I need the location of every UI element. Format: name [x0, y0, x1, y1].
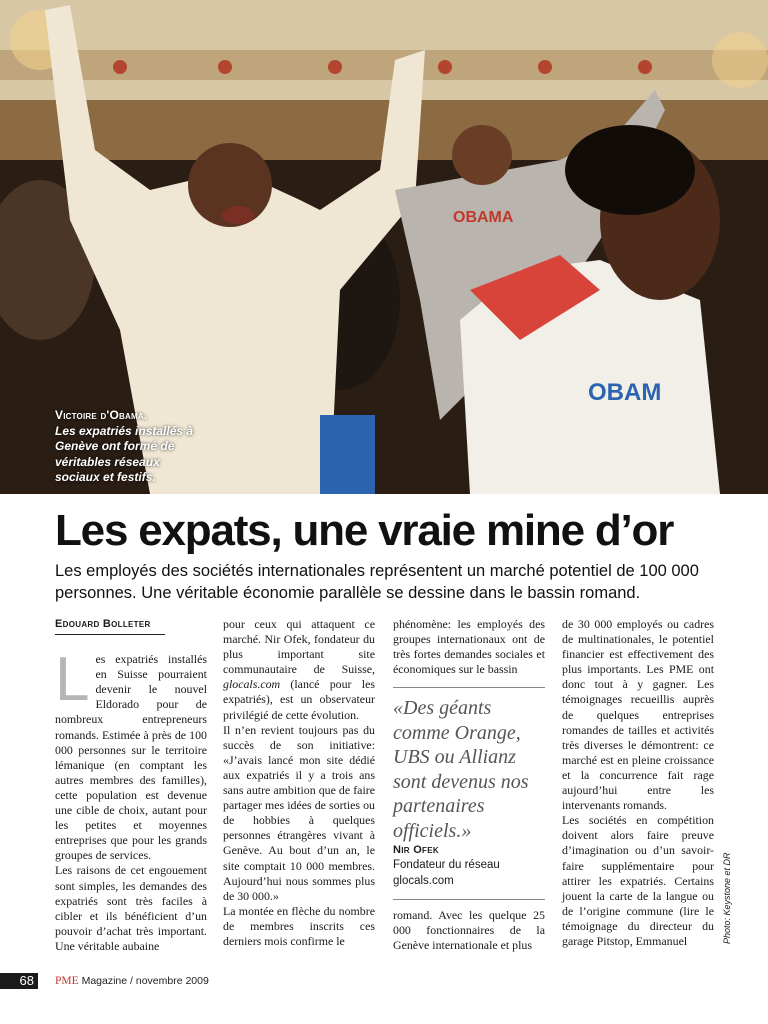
pull-quote-role: Fondateur du réseau glocals.com — [393, 859, 500, 887]
page-number: 68 — [0, 973, 38, 989]
column-4 — [562, 617, 714, 949]
author-byline: Edouard Bolleter — [55, 617, 165, 635]
article-headline: Les expats, une vraie mine d’or — [55, 506, 674, 555]
paragraph — [55, 645, 207, 863]
shirt-text-obam: OBAM — [588, 379, 662, 406]
divider — [393, 899, 545, 900]
magazine-brand: PME — [55, 975, 79, 987]
article-subtitle: Les employés des sociétés internationales représentent un marché potentiel de 100 000 personnes. Une véritable économie parallèle se dessine dans le bassin romand. — [55, 562, 699, 602]
paragraph: Il n’en revient toujours pas du succès de son initiative: «J’avais lancé mon site dédié aux expatriés il y a trois ans sans autre ambition que de faire partager mes idées de sorties ou de hobbies à quelques personnes étrangères vivant à Genève. Au bout d’un an, le site comptait 10 000 membres. Aujourd’hui nous sommes plus de 30 000.» — [223, 722, 375, 903]
shirt-text-obama: OBAMA — [453, 209, 514, 226]
paragraph — [223, 617, 375, 723]
paragraph-text: es expatriés installés en Suisse pourraient devenir le nouvel Eldorado pour de nombreux entrepreneurs romands. Estimée à près de 100 000 personnes sur le territoire lémanique (en comptant les autres membres des familles), cette population est devenue une cible de choix, autant pour les petites et moyennes entreprises que pour les grands groupes de services. — [55, 652, 207, 863]
site-name: glocals.com — [223, 677, 281, 692]
paragraph-text: pour ceux qui attaquent ce marché. Nir Ofek, fondateur du plus important site communautaire de Suisse, — [223, 617, 375, 677]
pull-quote: «Des géants comme Orange, UBS ou Allianz sont devenus nos partenaires officiels.» — [393, 697, 529, 842]
paragraph: Les sociétés en compétition doivent alors faire preuve d’imagination ou d’un savoir-faire supplémentaire pour attirer les expatriés. Certains jouent la carte de la langue ou de l’origine commune (lire le témoignage du directeur du garage Pitstop, Emmanuel — [562, 813, 714, 948]
column-1 — [55, 617, 207, 954]
drop-cap: L — [55, 645, 90, 715]
column-3 — [393, 617, 545, 953]
divider — [393, 687, 545, 688]
photo-caption — [55, 408, 205, 486]
paragraph: La montée en flèche du nombre de membres inscrits ces derniers mois confirme le — [223, 903, 375, 948]
paragraph: phénomène: les employés des groupes internationaux ont de très fortes demandes sociales et économiques sur le bassin — [393, 617, 545, 677]
paragraph: Les raisons de cet engouement sont simples, les demandes des expatriés sont très faciles à cibler et ils bénéficient d’un pouvoir d’achat très important. Une véritable aubaine — [55, 863, 207, 953]
caption-text: Les expatriés installés à Genève ont formé de véritables réseaux sociaux et festifs. — [55, 423, 194, 484]
paragraph: romand. Avec les quelque 25 000 fonctionnaires de la Genève internationale et plus — [393, 907, 545, 952]
pull-quote-author: Nir Ofek — [393, 844, 439, 857]
footer — [55, 975, 209, 987]
caption-title: Victoire d'Obama. — [55, 408, 148, 422]
issue-info: Magazine / novembre 2009 — [81, 975, 209, 987]
column-2 — [223, 617, 375, 949]
photo-credit: Photo: Keystone et DR — [722, 852, 732, 944]
paragraph: de 30 000 employés ou cadres de multinationales, le potentiel financier est effectivement des plus importants. Les PME ont donc tout à y gagner. Les témoignages recueillis auprès de quelques entreprises romandes de tailles et activités très diverses le démontrent: ce marché est en pleine croissance et la concurrence fait rage aujourd’hui entre les intervenants romands. — [562, 617, 714, 813]
paragraph-text: (lancé pour les expatriés), est un observateur privilégié de cette évolution. — [223, 677, 375, 722]
hero-photo — [0, 0, 768, 494]
